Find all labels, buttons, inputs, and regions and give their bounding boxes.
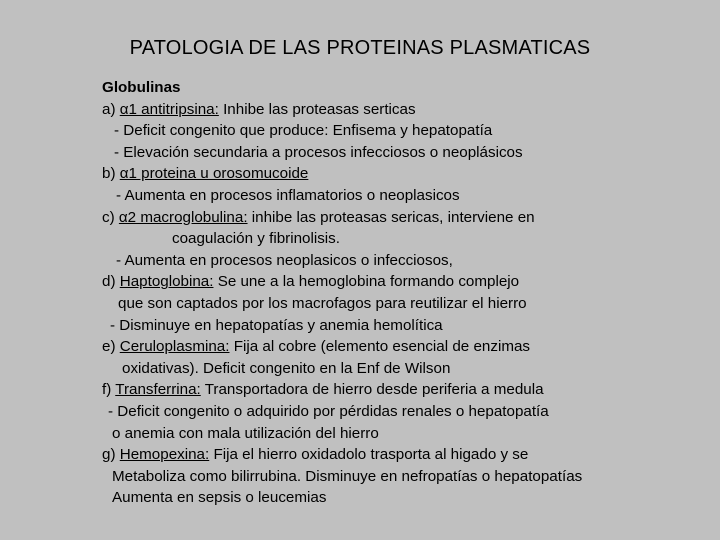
item-description: inhibe las proteasas sericas, interviene en	[247, 208, 535, 226]
list-continuation: oxidativas). Deficit congenito en la Enf de Wilson	[122, 359, 451, 377]
item-description: Fija el hierro oxidadolo trasporta al higado y se	[209, 446, 529, 464]
list-continuation: Metaboliza como bilirrubina. Disminuye en nefropatías o hepatopatías	[112, 467, 583, 485]
item-prefix: e)	[102, 338, 120, 356]
item-term: Transferrina:	[115, 381, 201, 399]
item-term: α1 antitripsina:	[119, 100, 219, 118]
item-description: Fija al cobre (elemento esencial de enzimas	[229, 338, 531, 356]
item-prefix: d)	[102, 273, 120, 291]
item-prefix: b)	[102, 165, 120, 183]
item-term: α2 macroglobulina:	[118, 208, 248, 226]
slide-body	[102, 77, 702, 509]
item-prefix: a)	[102, 100, 120, 118]
list-item-f	[102, 379, 702, 401]
slide-title: PATOLOGIA DE LAS PROTEINAS PLASMATICAS	[129, 37, 591, 59]
list-continuation: o anemia con mala utilización del hierro	[112, 424, 379, 442]
item-description: Se une a la hemoglobina formando complejo	[213, 273, 520, 291]
list-continuation: coagulación y fibrinolisis.	[172, 230, 340, 248]
section-heading: Globulinas	[102, 79, 181, 96]
list-item-a	[102, 99, 702, 121]
item-term: Haptoglobina:	[119, 273, 214, 291]
list-subitem: - Deficit congenito que produce: Enfisema y hepatopatía	[114, 122, 493, 140]
list-item-b	[102, 163, 702, 185]
item-prefix: g)	[102, 446, 120, 464]
list-subitem: - Aumenta en procesos inflamatorios o neoplasicos	[116, 186, 460, 204]
list-item-e	[102, 336, 702, 358]
item-term: α1 proteina u orosomucoide	[119, 165, 309, 183]
item-description: Inhibe las proteasas serticas	[218, 100, 416, 118]
item-term: Hemopexina:	[119, 446, 210, 464]
list-item-d	[102, 271, 702, 293]
item-prefix: f)	[102, 381, 116, 399]
list-item-g	[102, 444, 702, 466]
item-term: Ceruloplasmina:	[119, 338, 230, 356]
item-prefix: c)	[102, 208, 119, 226]
list-subitem: - Elevación secundaria a procesos infecciosos o neoplásicos	[114, 143, 523, 161]
list-subitem: - Aumenta en procesos neoplasicos o infecciosos,	[116, 251, 453, 269]
list-subitem: - Deficit congenito o adquirido por pérdidas renales o hepatopatía	[108, 402, 549, 420]
item-description: Transportadora de hierro desde periferia a medula	[200, 381, 544, 399]
list-continuation: que son captados por los macrofagos para reutilizar el hierro	[118, 294, 527, 312]
list-continuation: Aumenta en sepsis o leucemias	[112, 489, 327, 507]
list-item-c	[102, 207, 702, 229]
list-subitem: - Disminuye en hepatopatías y anemia hemolítica	[110, 316, 443, 334]
